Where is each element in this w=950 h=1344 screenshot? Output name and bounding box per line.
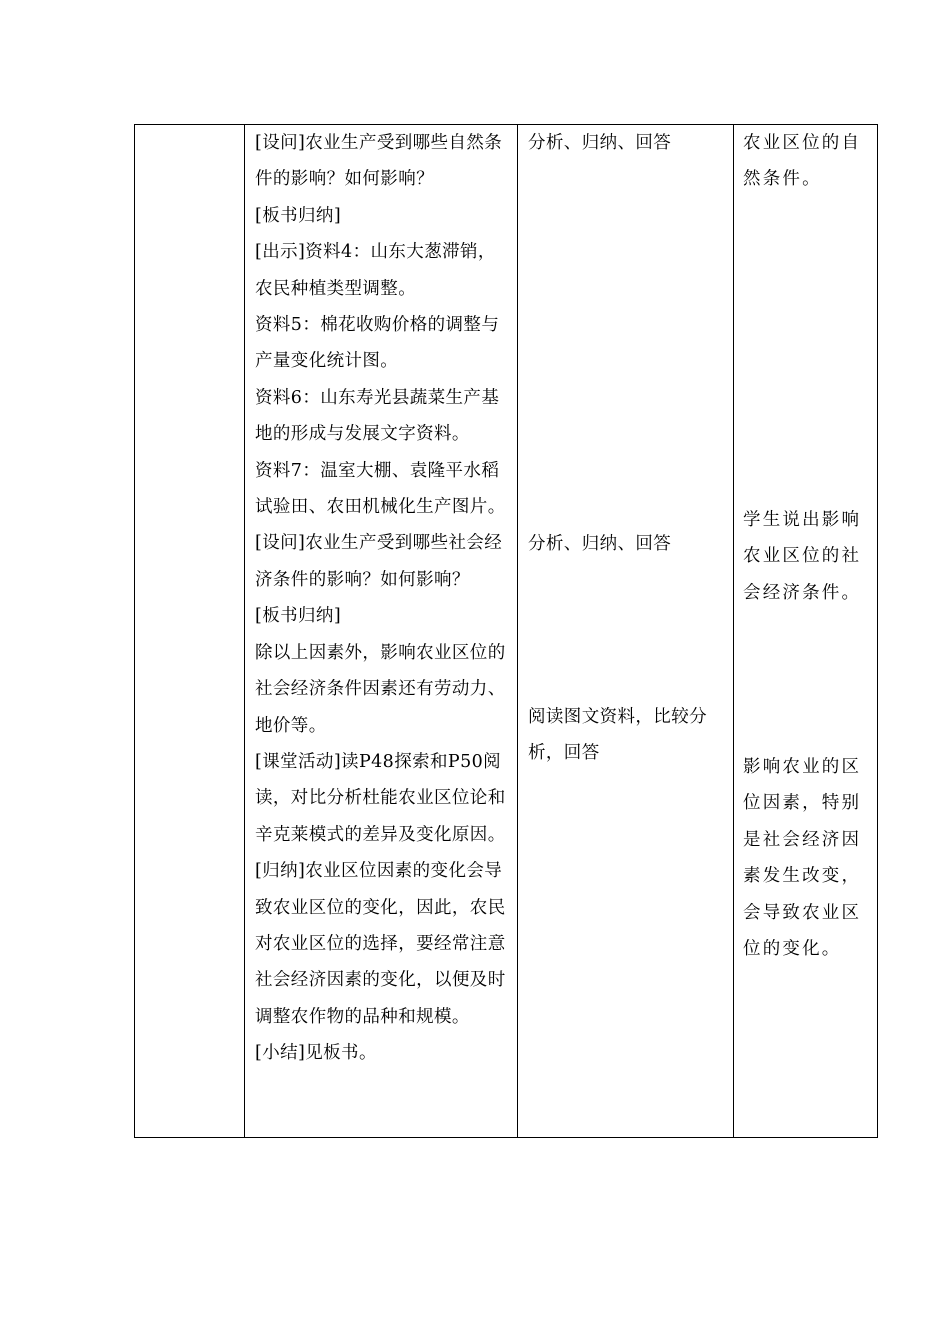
design-intent-text (743, 749, 871, 967)
teacher-line: [设问]农业生产受到哪些自然条件的影响？如何影响？ (255, 133, 503, 190)
student-line: 分析、归纳、回答 (528, 133, 672, 153)
teacher-activity-text (245, 125, 517, 1072)
teacher-line: [课堂活动]读P48探索和P50阅读，对比分析杜能农业区位论和辛克莱模式的差异及变化原因。 (255, 751, 506, 845)
student-line: 阅读图文资料，比较分析，回答 (528, 707, 707, 764)
teacher-line: [出示]资料4：山东大葱滞销，农民种植类型调整。 (255, 242, 496, 299)
teacher-line: [小结]见板书。 (255, 1043, 377, 1064)
table-row (135, 125, 878, 1138)
teacher-line: 除以上因素外，影响农业区位的社会经济条件因素还有劳动力、地价等。 (255, 642, 506, 736)
student-activity-text (528, 526, 727, 562)
student-line: 分析、归纳、回答 (528, 534, 672, 554)
lesson-plan-table (134, 124, 878, 1138)
intent-line: 影响农业的区位因素，特别是社会经济因素发生改变，会导致农业区位的变化。 (743, 757, 862, 960)
teacher-line: [归纳]农业区位因素的变化会导致农业区位的变化，因此，农民对农业区位的选择，要经常注意社会经济因素的变化，以便及时调整农作物的品种和规模。 (255, 861, 506, 1027)
teacher-line: 资料5：棉花收购价格的调整与产量变化统计图。 (255, 315, 500, 372)
design-intent-text (743, 125, 871, 198)
student-activity-text (528, 125, 727, 161)
teacher-line: [板书归纳] (255, 205, 342, 226)
teacher-line: 资料6：山东寿光县蔬菜生产基地的形成与发展文字资料。 (255, 387, 500, 445)
section-cell (135, 125, 245, 1138)
student-activity-cell (518, 125, 734, 1138)
intent-line: 农业区位的自然条件。 (743, 133, 862, 190)
teacher-line: [板书归纳] (255, 606, 342, 627)
teacher-activity-cell (245, 125, 518, 1138)
intent-line: 学生说出影响农业区位的社会经济条件。 (743, 510, 862, 603)
student-activity-text (528, 699, 727, 772)
teacher-line: [设问]农业生产受到哪些社会经济条件的影响？如何影响？ (255, 533, 503, 590)
design-intent-text (743, 502, 871, 611)
teacher-line: 资料7：温室大棚、袁隆平水稻试验田、农田机械化生产图片。 (255, 460, 506, 518)
design-intent-cell (734, 125, 878, 1138)
